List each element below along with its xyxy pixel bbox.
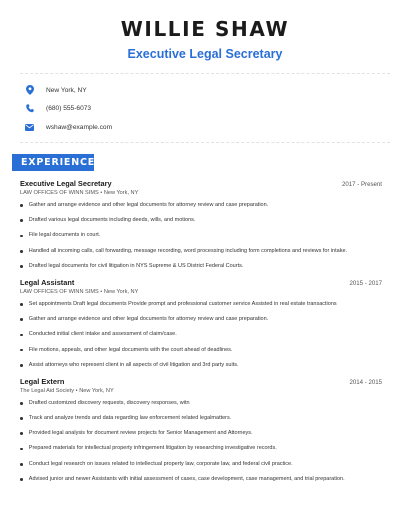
bullet-text: File motions, appeals, and other legal documents with the court ahead of deadlines.	[28, 346, 233, 353]
bullet-text: Prepared materials for intellectual property infringement litigation by researching investigative records.	[28, 445, 277, 452]
job-entry	[20, 179, 382, 270]
job-title: Legal Assistant	[20, 277, 75, 287]
location-text: New York, NY	[46, 86, 87, 94]
bullet-text: Gather and arrange evidence and other legal documents for attorney review and case preparation.	[28, 316, 269, 323]
phone-text: (680) 555-6073	[46, 105, 92, 112]
job-company: The Legal Aid Society	[20, 387, 75, 394]
job-company: LAW OFFICES OF WINN SIMS	[20, 288, 99, 295]
bullet-item	[20, 415, 382, 422]
bullet-text: Conducted initial client intake and assessment of claim/case.	[28, 331, 177, 338]
bullet-text: Handled all incoming calls, call forwarding, message recording, word processing including form completions and reviews for intake.	[28, 247, 348, 254]
bullet-text: Assist attorneys who represent client in all aspects of civil litigation and 3rd party suits.	[28, 361, 239, 368]
job-bullets	[20, 202, 382, 270]
bullet-text: Provided legal analysis for document review projects for Senior Management and Attorneys.	[28, 430, 253, 437]
candidate-title: Executive Legal Secretary	[127, 47, 283, 61]
bullet-item	[20, 316, 382, 323]
bullet-item	[20, 331, 382, 338]
experience-list	[0, 171, 410, 483]
job-company: LAW OFFICES OF WINN SIMS	[20, 190, 99, 196]
bullet-item	[20, 217, 382, 224]
bullet-item	[20, 476, 382, 483]
bullet-text: Conduct legal research on issues related to intellectual property law, corporate law, and federal civil practice.	[28, 460, 293, 467]
bullet-item	[20, 232, 382, 239]
job-entry	[20, 377, 382, 483]
bullet-item	[20, 400, 382, 407]
experience-heading: EXPERIENCE	[12, 154, 94, 171]
job-dates: 2014 - 2015	[349, 378, 382, 386]
job-employer: LAW OFFICES OF WINN SIMS • New York, NY	[20, 190, 139, 196]
job-employer: LAW OFFICES OF WINN SIMS • New York, NY	[20, 288, 139, 295]
job-entry	[20, 278, 382, 369]
job-bullets	[20, 400, 382, 483]
job-bullets	[20, 301, 382, 369]
phone-icon	[24, 103, 35, 114]
job-title: Executive Legal Secretary	[20, 179, 112, 188]
bullet-text: Drafted legal documents for civil litigation in NYS Supreme & US District Federal Courts.	[28, 262, 244, 269]
bullet-text: File legal documents in court.	[28, 232, 101, 239]
bullet-item	[20, 248, 382, 255]
bullet-item	[20, 347, 382, 354]
bullet-item	[20, 202, 382, 209]
job-location: New York, NY	[103, 288, 139, 295]
bullet-item	[20, 263, 382, 270]
candidate-name: WILLIE SHAW	[120, 17, 290, 41]
job-location: New York, NY	[79, 387, 114, 394]
location-pin-icon	[24, 85, 35, 96]
contact-block	[0, 74, 410, 142]
contact-location	[24, 81, 390, 99]
bullet-item	[20, 461, 382, 468]
bullet-text: Gather and arrange evidence and other legal documents for attorney review and case preparation.	[28, 202, 269, 208]
job-dates: 2015 - 2017	[349, 279, 382, 287]
job-title: Legal Extern	[20, 376, 65, 386]
bullet-item	[20, 362, 382, 369]
job-location: New York, NY	[103, 190, 139, 196]
job-dates: 2017 - Present	[342, 181, 382, 188]
contact-phone	[24, 100, 390, 118]
bullet-text: Track and analyze trends and data regarding law enforcement related legalmatters.	[28, 415, 232, 422]
bullet-text: Drafted various legal documents including deeds, wills, and motions.	[28, 217, 196, 224]
email-icon	[24, 122, 35, 133]
bullet-text: Advised junior and newer Assistants with initial assessment of cases, case development, case management, and trial preparation.	[28, 475, 345, 482]
bullet-text: Set appointments Draft legal documents Provide prompt and professional customer service Assisted in real estate transactions	[28, 300, 337, 307]
email-text: wshaw@example.com	[46, 123, 113, 131]
bullet-item	[20, 445, 382, 452]
contact-email	[24, 118, 390, 136]
job-employer: The Legal Aid Society • New York, NY	[20, 387, 114, 394]
contact-divider	[20, 142, 390, 143]
resume-header	[0, 0, 410, 62]
bullet-text: Drafted customized discovery requests, discovery responses, witn	[28, 399, 190, 406]
bullet-item	[20, 301, 382, 308]
bullet-item	[20, 430, 382, 437]
